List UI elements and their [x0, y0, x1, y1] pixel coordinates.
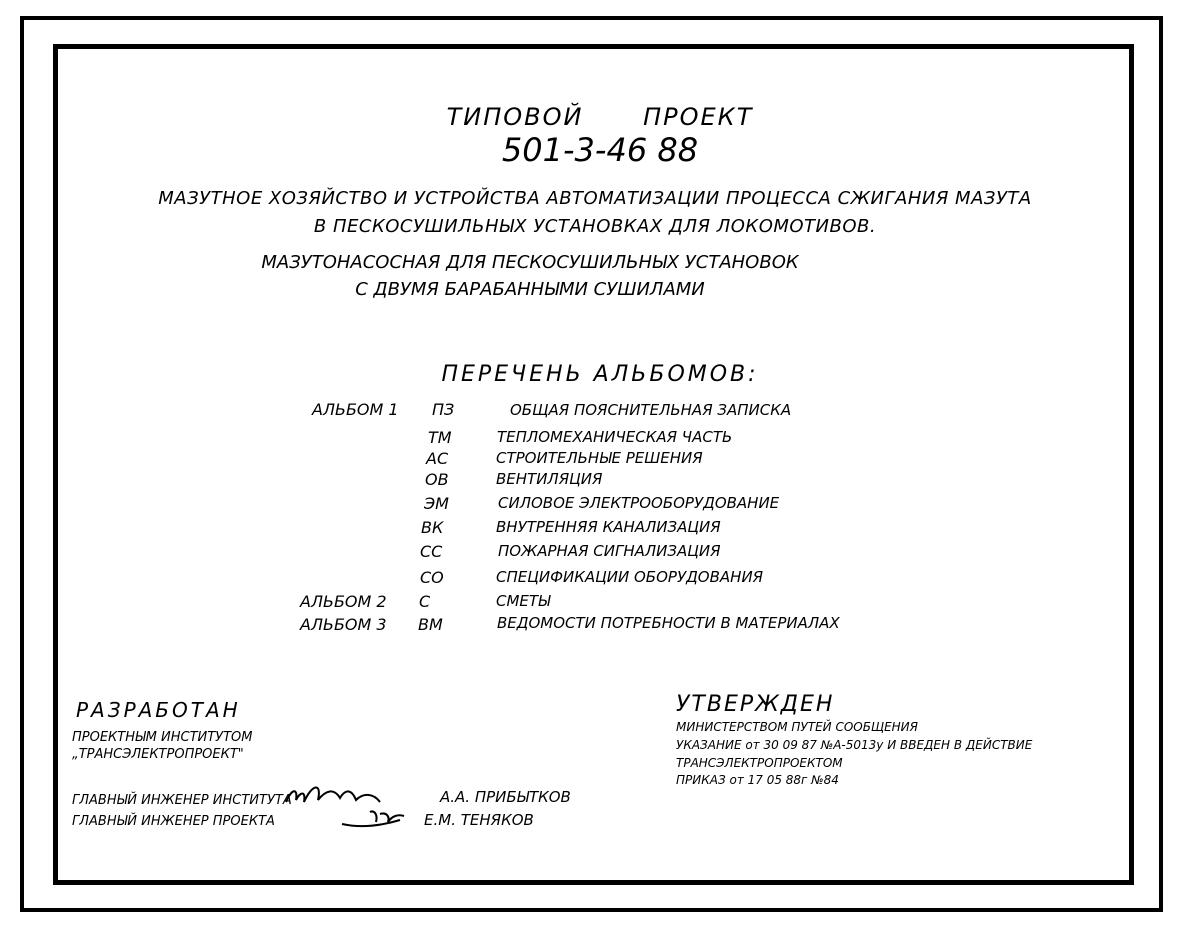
album-desc: СИЛОВОЕ ЭЛЕКТРООБОРУДОВАНИЕ	[498, 494, 780, 512]
album-desc: ПОЖАРНАЯ СИГНАЛИЗАЦИЯ	[498, 542, 721, 560]
album-label: АЛЬБОМ 3	[300, 615, 387, 634]
project-title-label: ТИПОВОЙ ПРОЕКТ	[446, 103, 754, 131]
developed-heading: РАЗРАБОТАН	[76, 698, 241, 722]
chief-engineer-project-label: ГЛАВНЫЙ ИНЖЕНЕР ПРОЕКТА	[72, 814, 275, 829]
album-desc: ВЕДОМОСТИ ПОТРЕБНОСТИ В МАТЕРИАЛАХ	[497, 614, 840, 632]
album-label: АЛЬБОМ 2	[300, 592, 387, 611]
album-desc: ВЕНТИЛЯЦИЯ	[496, 470, 603, 488]
approved-line-4: ПРИКАЗ от 17 05 88г №84	[676, 773, 839, 787]
approved-line-2: УКАЗАНИЕ от 30 09 87 №А-5013у И ВВЕДЕН В ДЕЙСТВИЕ	[676, 738, 1033, 752]
albums-heading: ПЕРЕЧЕНЬ АЛЬБОМОВ:	[441, 362, 759, 387]
developed-line-2: „ТРАНСЭЛЕКТРОПРОЕКТ"	[72, 747, 244, 762]
album-code: СС	[420, 542, 443, 561]
approved-line-3: ТРАНСЭЛЕКТРОПРОЕКТОМ	[676, 756, 843, 770]
chief-engineer-institute-label: ГЛАВНЫЙ ИНЖЕНЕР ИНСТИТУТА	[72, 793, 292, 808]
album-desc: СМЕТЫ	[496, 592, 551, 610]
chief-engineer-institute-name: А.А. ПРИБЫТКОВ	[440, 788, 571, 806]
chief-engineer-project-name: Е.М. ТЕНЯКОВ	[424, 811, 534, 829]
project-number: 501-3-46 88	[501, 131, 699, 169]
approved-line-1: МИНИСТЕРСТВОМ ПУТЕЙ СООБЩЕНИЯ	[676, 720, 918, 734]
subtitle-line-3: МАЗУТОНАСОСНАЯ ДЛЯ ПЕСКОСУШИЛЬНЫХ УСТАНОВОК	[261, 252, 799, 273]
album-code: АС	[426, 449, 449, 468]
album-desc: СТРОИТЕЛЬНЫЕ РЕШЕНИЯ	[496, 449, 703, 467]
album-desc: СПЕЦИФИКАЦИИ ОБОРУДОВАНИЯ	[496, 568, 764, 586]
album-desc: ОБЩАЯ ПОЯСНИТЕЛЬНАЯ ЗАПИСКА	[510, 401, 792, 419]
album-code: ЭМ	[424, 494, 449, 513]
album-code: ВМ	[418, 615, 443, 634]
approved-heading: УТВЕРЖДЕН	[676, 692, 835, 717]
album-code: СО	[420, 568, 444, 587]
album-code: ОВ	[425, 470, 449, 489]
album-desc: ВНУТРЕННЯЯ КАНАЛИЗАЦИЯ	[496, 518, 721, 536]
developed-line-1: ПРОЕКТНЫМ ИНСТИТУТОМ	[72, 730, 253, 745]
album-code: ПЗ	[432, 400, 455, 419]
album-code: С	[419, 592, 431, 611]
subtitle-line-1: МАЗУТНОЕ ХОЗЯЙСТВО И УСТРОЙСТВА АВТОМАТИЗАЦИИ ПРОЦЕССА СЖИГАНИЯ МАЗУТА	[158, 188, 1032, 209]
album-desc: ТЕПЛОМЕХАНИЧЕСКАЯ ЧАСТЬ	[497, 428, 733, 446]
subtitle-line-4: С ДВУМЯ БАРАБАННЫМИ СУШИЛАМИ	[355, 279, 705, 300]
album-code: ТМ	[428, 428, 452, 447]
album-label: АЛЬБОМ 1	[312, 400, 399, 419]
signature-project	[340, 806, 410, 830]
album-code: ВК	[421, 518, 444, 537]
subtitle-line-2: В ПЕСКОСУШИЛЬНЫХ УСТАНОВКАХ ДЛЯ ЛОКОМОТИВОВ.	[313, 216, 877, 237]
